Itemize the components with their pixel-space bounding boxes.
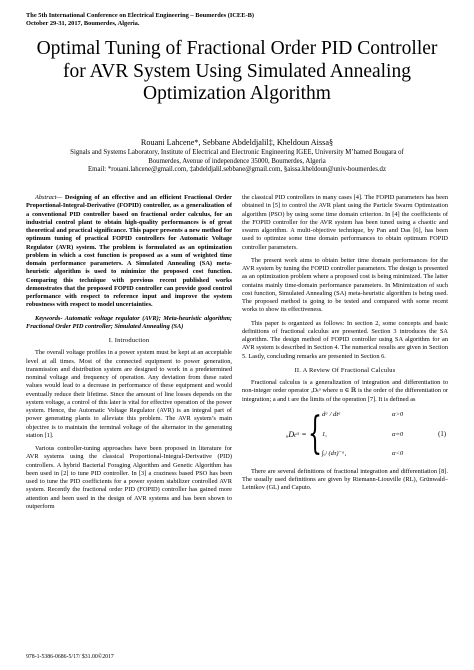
title-line-2: for AVR System Using Simulated Annealing (63, 60, 411, 82)
equation-condition-2: α=0 (392, 430, 404, 438)
section-heading-introduction: I. Introduction (108, 337, 150, 344)
title-line-1: Optimal Tuning of Fractional Order PID Controller (36, 38, 438, 59)
author-list: Rouani Lahcene*, Sebbane Abdeldjalil‡, Kheldoun Aissa§ (140, 138, 334, 147)
email-line: Email: *rouani.lahcene@gmail.com, ‡abdeldjalil.sebbane@gmail.com, §aissa.kheldoun@univ-boumerdes.dz (88, 166, 386, 174)
title-line-3: Optimization Algorithm (143, 83, 331, 104)
equation-lhs: ₐDₜᵅ = (286, 429, 307, 439)
conference-line-2: October 29-31, 2017, Boumerdes, Algeria. (26, 20, 140, 28)
abstract (26, 194, 232, 310)
intro-paragraph-1: The overall voltage profiles in a power system must be kept at an acceptable level at all times. Most of the connected equipment to power generation, transmission and distribution system are designed to work in a predetermined nominal voltage and frequency of operation. Any deviation from these rated values would lead to a decrease in performance of these equipment and would eventually reduce their lifetime. Since the amount of line losses depends on the system voltage, a control of this later is vital for effective operation of the power system. Hence, the Automatic Voltage Regulator (AVR) is an integral part of power generating plants to alleviate this problem. The AVR system’s main objective is to maintain the terminal voltage of the alternator in the generating station [1]. (26, 349, 232, 439)
right-column (242, 194, 448, 493)
equation-brace: { (308, 407, 322, 459)
affiliation-line-1: Signals and Systems Laboratory, Institute of Electrical and Electronic Engineering IGEE, University M’hamed Bougara of (70, 149, 404, 156)
fractional-paragraph-2: There are several definitions of fractional integration and differentiation [8]. The usually used definitions are given by Riemann-Liouville (RL), Grünwald–Letnikov (GL) and Caputo. (242, 467, 448, 492)
paper-title (20, 38, 454, 106)
copyright-footer: 978-1-5386-0686-5/17/ $31.00©2017 (26, 654, 114, 660)
equation-case-1: dᵅ / dtᵅ (322, 410, 341, 418)
abstract-lead: Abstract— (35, 194, 63, 201)
left-column (26, 194, 232, 511)
equation-condition-1: α>0 (392, 410, 404, 418)
abstract-text: Designing of an effective and an efficient Fractional Order Proportional-Integral-Derivative (FOPID) controller, as a generalization of a conventional PID controller based on fractional order calculus, for an industrial control plant to obtain high-quality performances is of great theoretical and practical significance. This paper presents a new method for optimum tuning of practical FOPID controllers for Automatic Voltage Regulator (AVR) system. The problem is formulated as an optimization problem in which a cost function is proposed as a sum of weighted time domain performance parameters. A Simulated Annealing (SA) meta-heuristic algorithm is used to minimize the proposed cost function. Comparing this technique with previous recent published works demonstrates that the proposed FOPID controller can provide good control performance with respect to reference input and improve the system robustness with respect to model uncertainties. (26, 194, 232, 309)
equation-case-2: 1, (322, 430, 327, 438)
keywords: Keywords- Automatic voltage regulator (AVR); Meta-heuristic algorithm; Fractional Order PID controller; Simulated Annealing (SA) (26, 314, 232, 330)
intro-paragraph-3: the classical PID controllers in many cases [4]. The FOPID parameters has been obtained in [5] to control the AVR plant using the Particle Swarm Optimization algorithm (PSO) by using some time domain criterion. In [4] the coefficients of the FOPID controller for the AVR system has been tuned using a chaotic and swarm algorithm. A multi-objective technique, by Pan and Das [6], has been used to optimize some time domain performances to obtain optimum FOPID controller parameters. (242, 194, 448, 251)
equation-case-3: ∫ₐᵗ (dτ)⁻ᵅ, (322, 449, 347, 457)
affiliation-line-2: Boumerdes, Avenue of independence 35000, Boumerdes, Algeria (148, 157, 326, 165)
equation-number: (1) (438, 430, 446, 438)
equation-1 (242, 407, 448, 465)
affiliation (20, 149, 454, 175)
fractional-paragraph-1: Fractional calculus is a generalization of integration and differentiation to non-integer order operator ₐDₜᵅ where α ∈ ℝ is the order of the differentiation or integration; a and t are the limits of the operation [7]. It is defined as (242, 379, 448, 403)
section-heading-fractional-calculus: II. A Review Of Fractional Calculus (294, 366, 396, 374)
equation-condition-3: α<0 (392, 449, 404, 457)
conference-line-1: The 5th International Conference on Electrical Engineering – Boumerdes (ICEE-B) (26, 12, 254, 19)
intro-paragraph-2: Various controller-tuning approaches have been proposed in literature for AVR systems using the classical Proportional-Integral-Derivative (PID) controllers. A hybrid Bacterial Foraging Algorithm and Genetic Algorithm has been used in [2] to tune PID controller. In [3] a craziness based PSO has been used to tune the PID coefficients for a power system stabilizer controlled AVR system. Recently the fractional order PID (FOPID) controller has gained more attention and been used in the design of AVR systems and has been shown to outperform (26, 445, 232, 510)
intro-paragraph-5: This paper is organized as follows: In section 2, some concepts and basic definitions of fractional calculus are presented. Section 3 introduces the SA algorithm. The design method of FOPID controller using SA algorithm for an AVR system is described in Section 4. The numerical results are given in Section 5. Lastly, concluding remarks are presented in Section 6. (242, 319, 448, 360)
intro-paragraph-4: The present work aims to obtain better time domain performances for the AVR system by tuning the FOPID controller parameters. The design is presented as an optimization problem where a proposed cost is being minimized. The latter contains mainly time-domain performance parameters. In Minimization of such cost function, Simulated Annealing (SA) meta-heuristic algorithm is being used. The proposed method is going to be tested and compared with some recent works to show its effectiveness. (242, 256, 448, 314)
conference-header (26, 12, 326, 28)
